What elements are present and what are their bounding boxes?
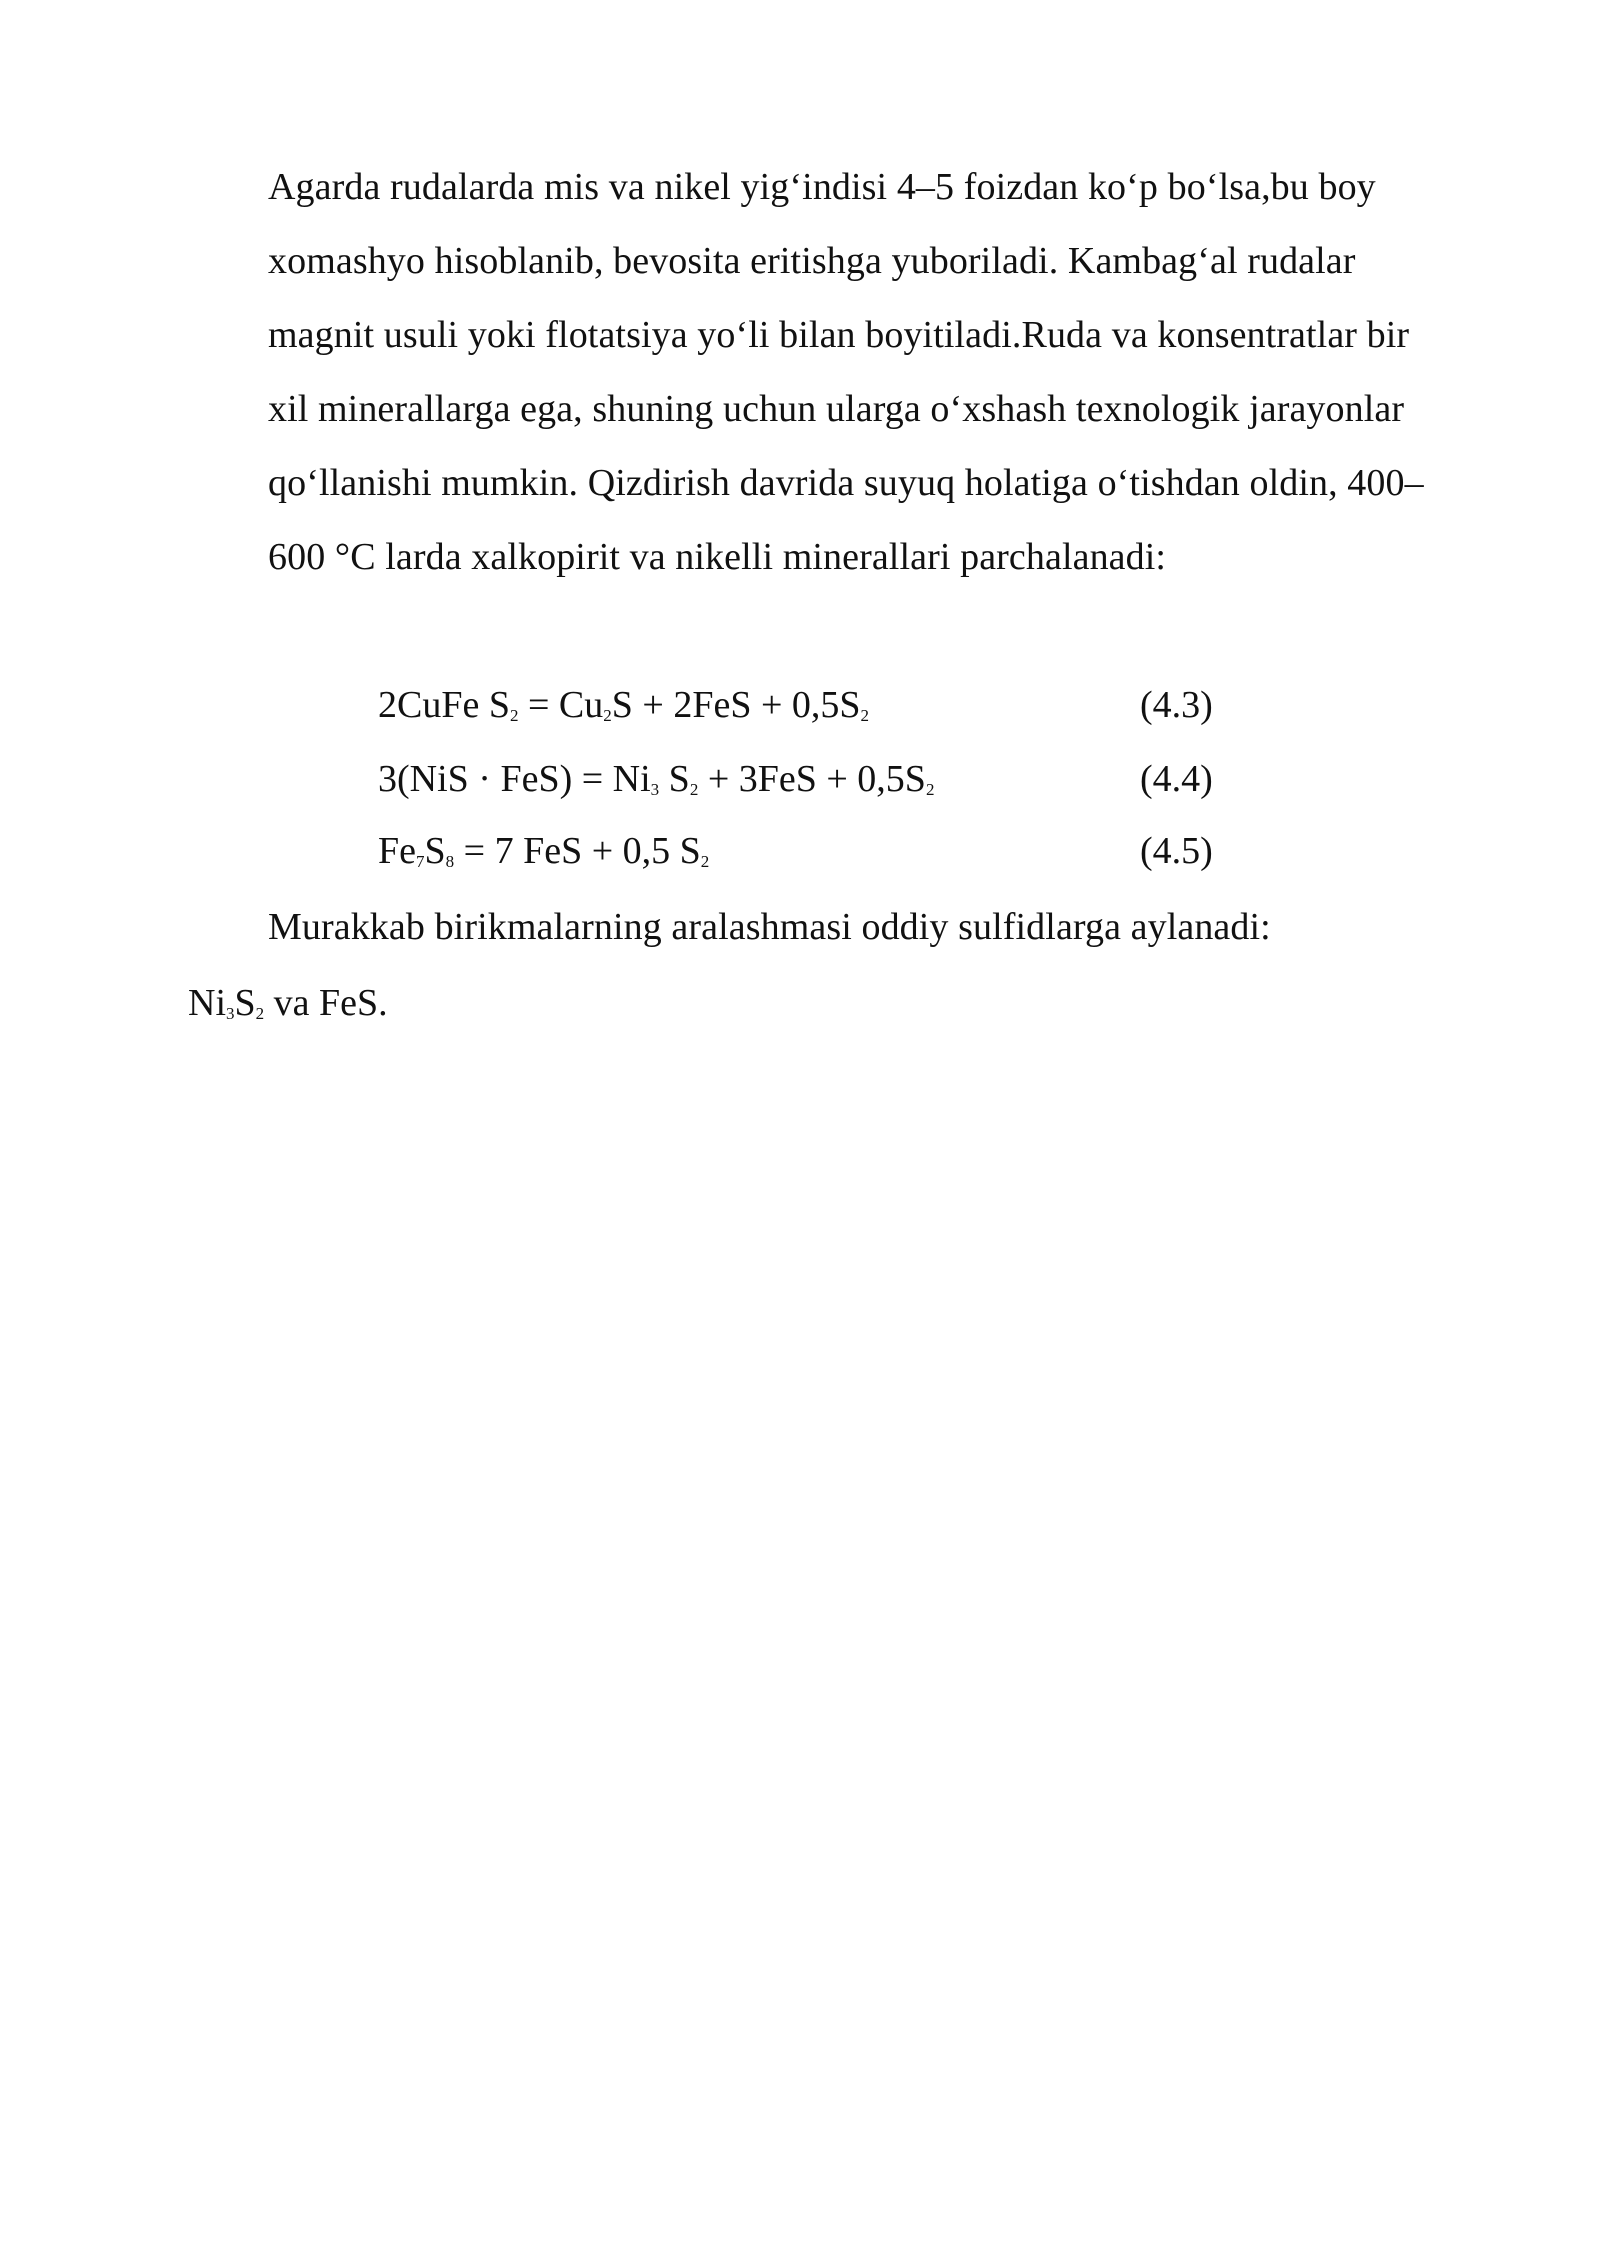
eq-text: = 7 FeS + 0,5 S [454,830,701,872]
text: S [234,982,256,1024]
eq-subscript: 3 [650,780,660,799]
eq-subscript: 8 [445,852,455,871]
equation-number: (4.5) [1140,830,1213,872]
eq-subscript: 2 [860,706,870,725]
text: va FeS. [264,982,388,1024]
paragraph-line: xil minerallarga ega, shuning uchun ularga o‘xshash texnologik jarayonlar [268,388,1405,430]
eq-text: S [424,830,446,872]
eq-subscript: 2 [925,780,935,799]
paragraph-line: magnit usuli yoki flotatsiya yo‘li bilan boyitiladi.Ruda va konsentratlar bir [268,314,1410,356]
equation-4-3 [378,682,869,728]
eq-subscript: 2 [603,706,612,725]
paragraph-line: Agarda rudalarda mis va nikel yig‘indisi 4–5 foizdan ko‘p bo‘lsa,bu boy [268,166,1376,208]
paragraph-line: 600 °C larda xalkopirit va nikelli minerallari parchalanadi: [268,536,1167,578]
subscript: 2 [255,1004,265,1023]
paragraph-line: qo‘llanishi mumkin. Qizdirish davrida suyuq holatiga o‘tishdan oldin, 400– [268,462,1424,504]
eq-subscript: 7 [416,852,425,871]
eq-text: S [659,758,690,800]
eq-text: = Cu [518,684,604,726]
text: Ni [188,982,226,1024]
paragraph-line-continuation [188,980,388,1026]
eq-text: + 3FeS + 0,5S [698,758,926,800]
eq-text: 2CuFe S [378,684,510,726]
eq-text: 3(NiS · FeS) = Ni [378,758,651,800]
eq-text: Fe [378,830,416,872]
paragraph-line: xomashyo hisoblanib, bevosita eritishga yuboriladi. Kambag‘al rudalar [268,240,1356,282]
eq-subscript: 2 [509,706,519,725]
eq-text: S + 2FeS + 0,5S [611,684,861,726]
equation-4-5 [378,828,709,874]
subscript: 3 [226,1004,235,1023]
equation-4-4 [378,756,934,802]
paragraph-line: Murakkab birikmalarning aralashmasi oddiy sulfidlarga aylanadi: [268,906,1271,948]
equation-number: (4.3) [1140,684,1213,726]
eq-subscript: 2 [700,852,710,871]
equation-number: (4.4) [1140,758,1213,800]
eq-subscript: 2 [689,780,699,799]
